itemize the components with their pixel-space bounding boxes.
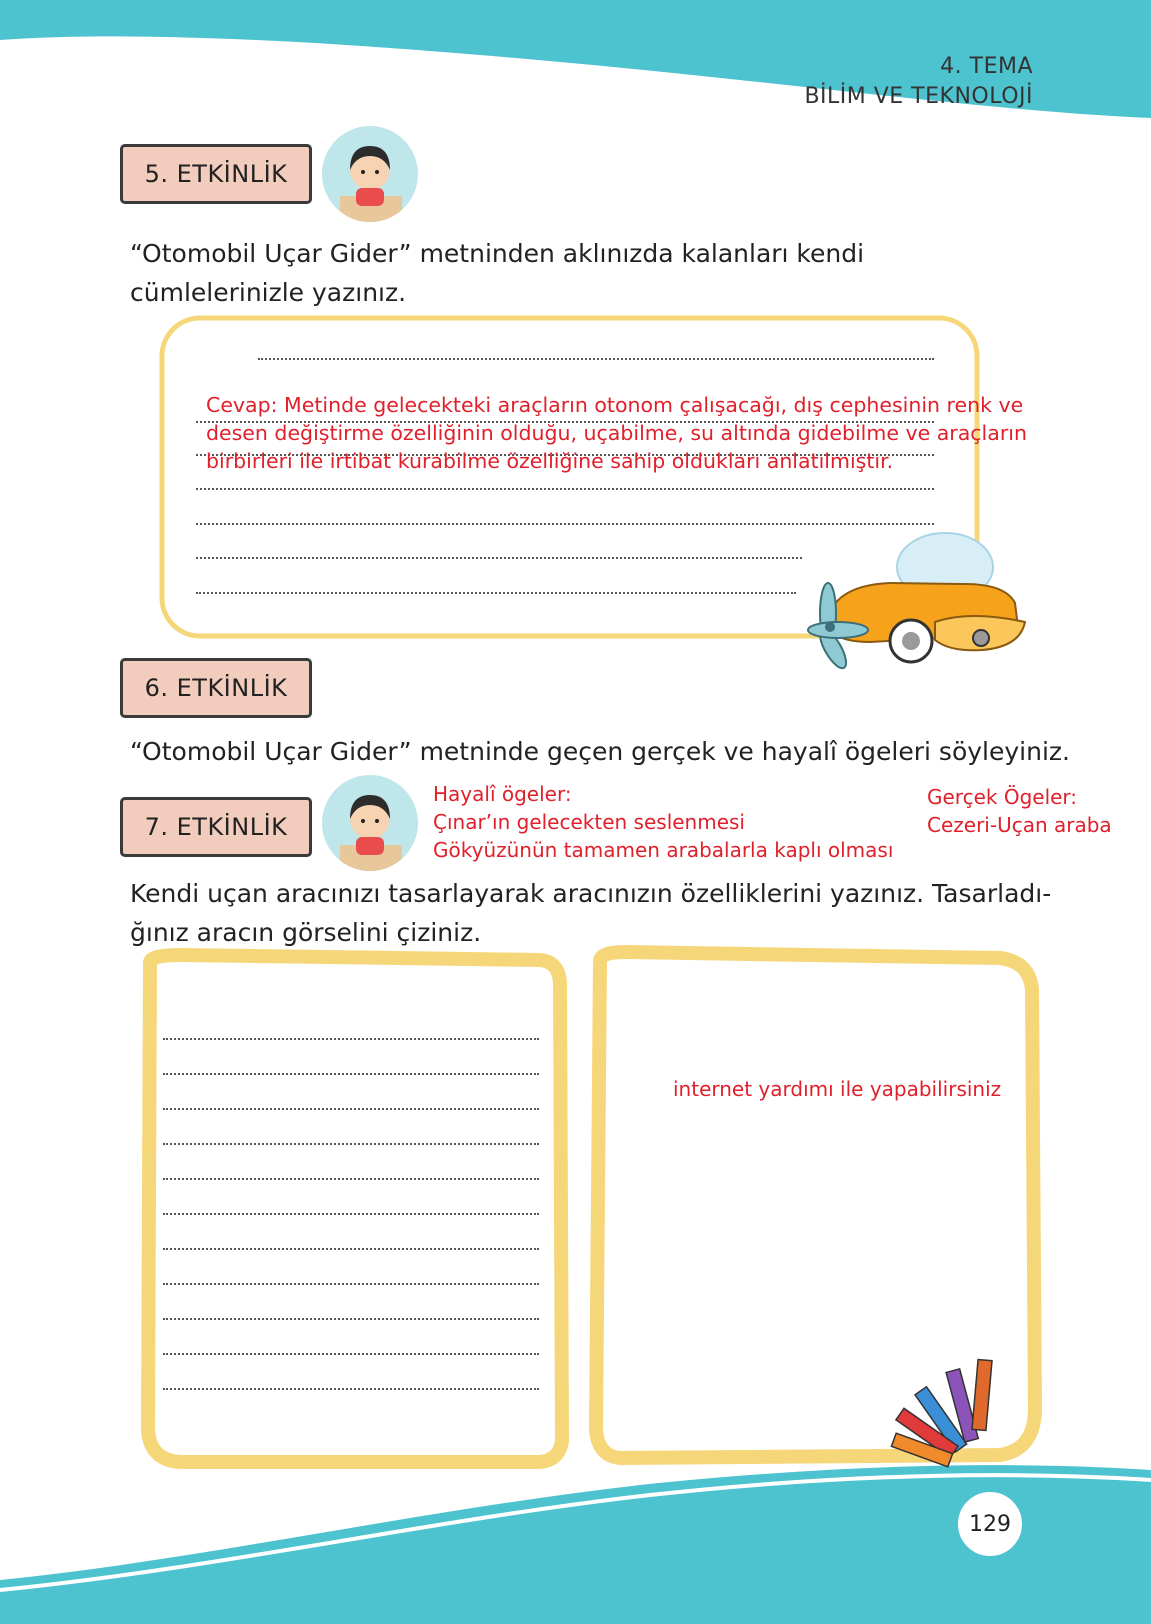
writing-line	[163, 1038, 539, 1040]
writing-line	[163, 1143, 539, 1145]
writing-line	[163, 1248, 539, 1250]
activity-5-prompt: “Otomobil Uçar Gider” metninden aklınızda kalanları kendi cümlelerinizle yazınız.	[130, 239, 865, 307]
real-item: Cezeri-Uçan araba	[927, 813, 1112, 837]
writing-line	[163, 1318, 539, 1320]
theme-header	[804, 52, 1033, 112]
activity-5-label-text: 5. ETKİNLİK	[144, 160, 288, 188]
activity-6-prompt: “Otomobil Uçar Gider” metninde geçen gerçek ve hayalî ögeleri söyleyiniz.	[130, 737, 1070, 766]
activity-7-label-text: 7. ETKİNLİK	[144, 813, 288, 841]
answer-line	[196, 557, 802, 559]
writing-line	[163, 1108, 539, 1110]
activity-7-label	[120, 797, 312, 857]
student-avatar-icon	[322, 775, 418, 871]
real-title: Gerçek Ögeler:	[927, 785, 1078, 809]
imaginary-title: Hayalî ögeler:	[433, 782, 572, 806]
writing-line	[163, 1283, 539, 1285]
answer-line	[196, 488, 934, 490]
activity-6-label	[120, 658, 312, 718]
student-avatar-icon	[322, 126, 418, 222]
theme-title: BİLİM VE TEKNOLOJİ	[804, 84, 1033, 109]
imaginary-item: Gökyüzünün tamamen arabalarla kaplı olması	[433, 838, 894, 862]
page-number: 129	[954, 1488, 1026, 1560]
activity-7-prompt-line-1: Kendi uçan aracınızı tasarlayarak aracınızın özelliklerini yazınız. Tasarladı-	[130, 879, 1052, 908]
theme-number: 4. TEMA	[940, 54, 1033, 79]
writing-line	[163, 1178, 539, 1180]
activity-5-label	[120, 144, 312, 204]
activity-6-label-text: 6. ETKİNLİK	[144, 674, 288, 702]
activity-5-answer: Cevap: Metinde gelecekteki araçların otonom çalışacağı, dış cephesinin renk ve desen değiştirme özelliğinin olduğu, uçabilme, su altında gidebilme ve araçların birbirleri ile irtibat kurabilme özelliğine sahip oldukları anlatılmıştır.	[206, 393, 1027, 473]
answer-line	[258, 358, 934, 360]
flying-car-icon	[808, 533, 1025, 672]
answer-line	[196, 523, 934, 525]
real-elements	[927, 783, 1112, 839]
writing-line	[163, 1073, 539, 1075]
drawing-note: internet yardımı ile yapabilirsiniz	[673, 1077, 1002, 1101]
writing-line	[163, 1353, 539, 1355]
activity-7-prompt	[130, 874, 1052, 952]
imaginary-item: Çınar’ın gelecekten seslenmesi	[433, 810, 745, 834]
writing-line	[163, 1388, 539, 1390]
writing-line	[163, 1213, 539, 1215]
imaginary-elements	[433, 780, 893, 864]
activity-7-prompt-line-2: ğınız aracın görselini çiziniz.	[130, 918, 482, 947]
answer-line	[196, 592, 796, 594]
